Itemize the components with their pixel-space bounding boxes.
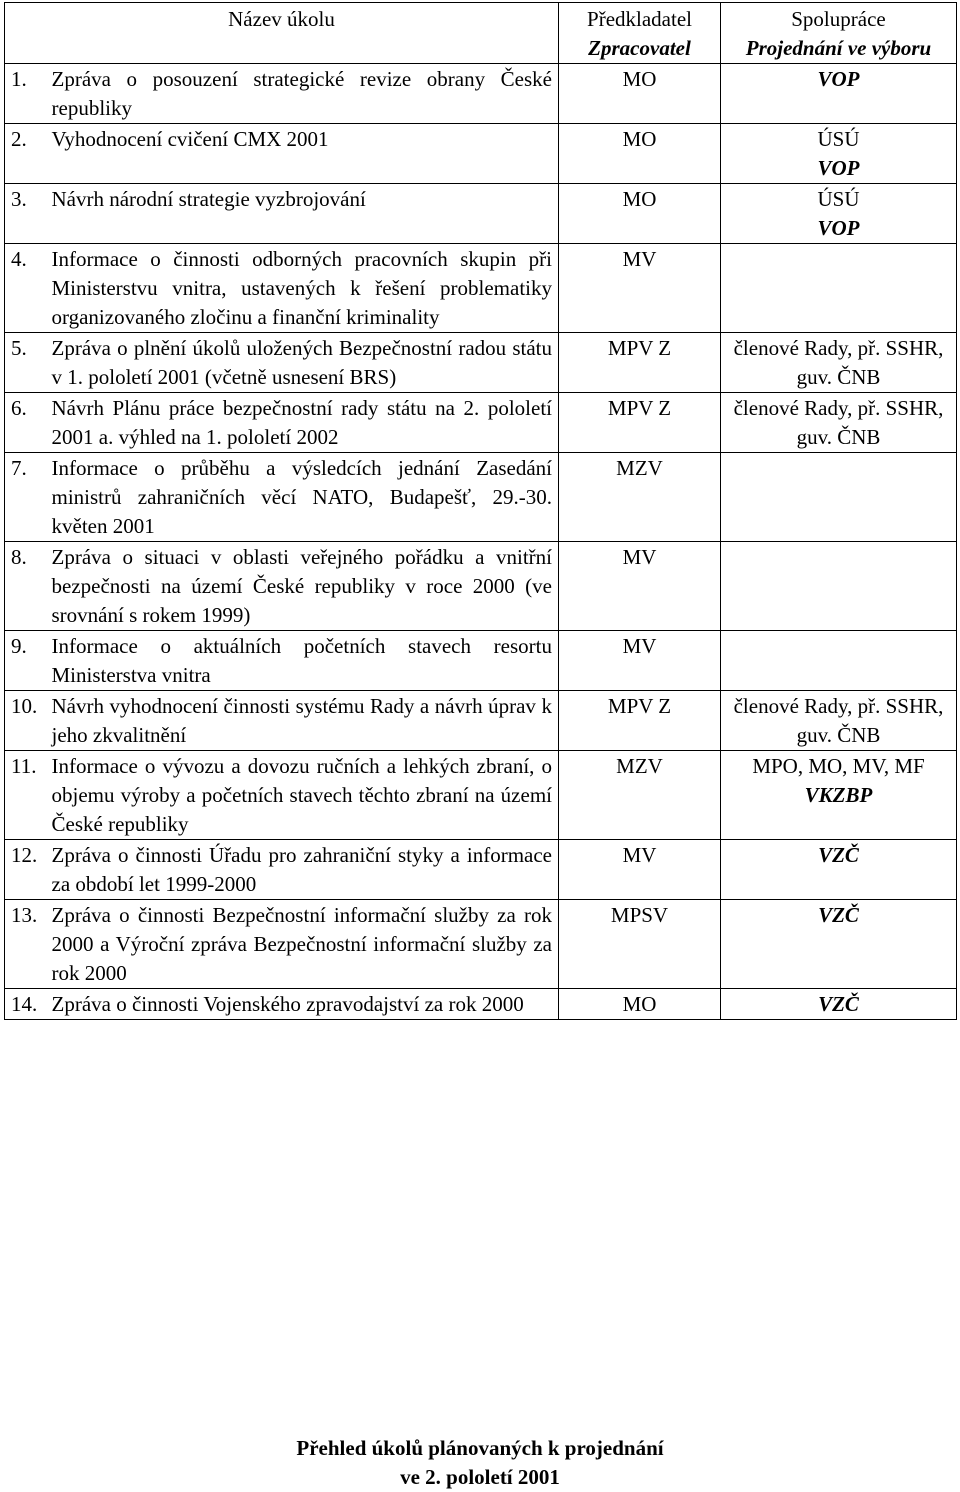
cooperation-cell <box>721 751 957 840</box>
cooperation-cell <box>721 631 957 691</box>
submitter: MZV <box>559 751 721 840</box>
task-name: Návrh národní strategie vyzbrojování <box>52 184 559 244</box>
task-name: Informace o vývozu a dovozu ručních a lehkých zbraní, o objemu výroby a početních stavech těchto zbraní na území České republiky <box>52 751 559 840</box>
header-submitter-label: Předkladatel <box>587 7 692 31</box>
committee-text: VOP <box>817 216 860 240</box>
cooperation-cell <box>721 64 957 124</box>
cooperation-text: členové Rady, př. SSHR, guv. ČNB <box>733 336 944 389</box>
cooperation-cell <box>721 989 957 1020</box>
row-number: 7. <box>5 453 52 542</box>
task-name: Zpráva o plnění úkolů uložených Bezpečnostní radou státu v 1. pololetí 2001 (včetně usnesení BRS) <box>52 333 559 393</box>
task-name: Návrh Plánu práce bezpečnostní rady státu na 2. pololetí 2001 a. výhled na 1. pololetí 2002 <box>52 393 559 453</box>
row-number: 14. <box>5 989 52 1020</box>
committee-text: VZČ <box>818 903 859 927</box>
table-row <box>5 751 957 840</box>
submitter: MO <box>559 184 721 244</box>
cooperation-text: členové Rady, př. SSHR, guv. ČNB <box>733 694 944 747</box>
row-number: 2. <box>5 124 52 184</box>
task-table <box>4 2 957 1020</box>
task-name: Zpráva o činnosti Vojenského zpravodajství za rok 2000 <box>52 989 559 1020</box>
table-row <box>5 691 957 751</box>
page-footer-title <box>0 1434 960 1492</box>
cooperation-cell <box>721 393 957 453</box>
submitter: MO <box>559 124 721 184</box>
table-row <box>5 631 957 691</box>
submitter: MV <box>559 244 721 333</box>
header-cooperation <box>721 3 957 64</box>
row-number: 12. <box>5 840 52 900</box>
task-name: Návrh vyhodnocení činnosti systému Rady a návrh úprav k jeho zkvalitnění <box>52 691 559 751</box>
header-task-name <box>5 3 559 64</box>
table-row <box>5 333 957 393</box>
table-row <box>5 989 957 1020</box>
committee-text: VZČ <box>818 992 859 1016</box>
footer-title-line2: ve 2. pololetí 2001 <box>400 1465 560 1489</box>
table-row <box>5 124 957 184</box>
task-name: Informace o průběhu a výsledcích jednání Zasedání ministrů zahraničních věcí NATO, Budapešť, 29.-30. květen 2001 <box>52 453 559 542</box>
submitter: MPV Z <box>559 393 721 453</box>
submitter: MZV <box>559 453 721 542</box>
row-number: 3. <box>5 184 52 244</box>
committee-text: VKZBP <box>804 783 873 807</box>
submitter: MV <box>559 631 721 691</box>
cooperation-cell <box>721 184 957 244</box>
cooperation-text: ÚSÚ <box>817 127 860 151</box>
table-row <box>5 393 957 453</box>
cooperation-text: ÚSÚ <box>817 187 860 211</box>
submitter: MPSV <box>559 900 721 989</box>
submitter: MPV Z <box>559 333 721 393</box>
table-row <box>5 900 957 989</box>
header-committee-label: Projednání ve výboru <box>745 36 932 60</box>
row-number: 5. <box>5 333 52 393</box>
cooperation-cell <box>721 124 957 184</box>
table-header-row <box>5 3 957 64</box>
task-name: Vyhodnocení cvičení CMX 2001 <box>52 124 559 184</box>
row-number: 9. <box>5 631 52 691</box>
cooperation-cell <box>721 244 957 333</box>
table-row <box>5 840 957 900</box>
row-number: 6. <box>5 393 52 453</box>
task-name: Zpráva o činnosti Úřadu pro zahraniční styky a informace za období let 1999-2000 <box>52 840 559 900</box>
submitter: MO <box>559 989 721 1020</box>
cooperation-cell <box>721 333 957 393</box>
submitter: MPV Z <box>559 691 721 751</box>
task-name: Zpráva o posouzení strategické revize obrany České republiky <box>52 64 559 124</box>
cooperation-text: MPO, MO, MV, MF <box>752 754 925 778</box>
submitter: MV <box>559 542 721 631</box>
row-number: 1. <box>5 64 52 124</box>
submitter: MV <box>559 840 721 900</box>
row-number: 10. <box>5 691 52 751</box>
table-row <box>5 244 957 333</box>
header-submitter <box>559 3 721 64</box>
header-cooperation-label: Spolupráce <box>791 7 886 31</box>
row-number: 11. <box>5 751 52 840</box>
row-number: 4. <box>5 244 52 333</box>
table-row <box>5 184 957 244</box>
cooperation-text: členové Rady, př. SSHR, guv. ČNB <box>733 396 944 449</box>
committee-text: VZČ <box>818 843 859 867</box>
task-name: Zpráva o situaci v oblasti veřejného pořádku a vnitřní bezpečnosti na území České republiky v roce 2000 (ve srovnání s rokem 1999) <box>52 542 559 631</box>
submitter: MO <box>559 64 721 124</box>
committee-text: VOP <box>817 67 860 91</box>
cooperation-cell <box>721 840 957 900</box>
table-row <box>5 453 957 542</box>
committee-text: VOP <box>817 156 860 180</box>
footer-title-line1: Přehled úkolů plánovaných k projednání <box>296 1436 664 1460</box>
table-row <box>5 64 957 124</box>
row-number: 13. <box>5 900 52 989</box>
header-task-name-label: Název úkolu <box>228 7 335 31</box>
task-name: Informace o aktuálních početních stavech resortu Ministerstva vnitra <box>52 631 559 691</box>
cooperation-cell <box>721 691 957 751</box>
header-processor-label: Zpracovatel <box>588 36 691 60</box>
cooperation-cell <box>721 900 957 989</box>
task-name: Informace o činnosti odborných pracovních skupin při Ministerstvu vnitra, ustavených k řešení problematiky organizovaného zločinu a finanční kriminality <box>52 244 559 333</box>
task-name: Zpráva o činnosti Bezpečnostní informační služby za rok 2000 a Výroční zpráva Bezpečnostní informační služby za rok 2000 <box>52 900 559 989</box>
table-row <box>5 542 957 631</box>
cooperation-cell <box>721 453 957 542</box>
cooperation-cell <box>721 542 957 631</box>
row-number: 8. <box>5 542 52 631</box>
